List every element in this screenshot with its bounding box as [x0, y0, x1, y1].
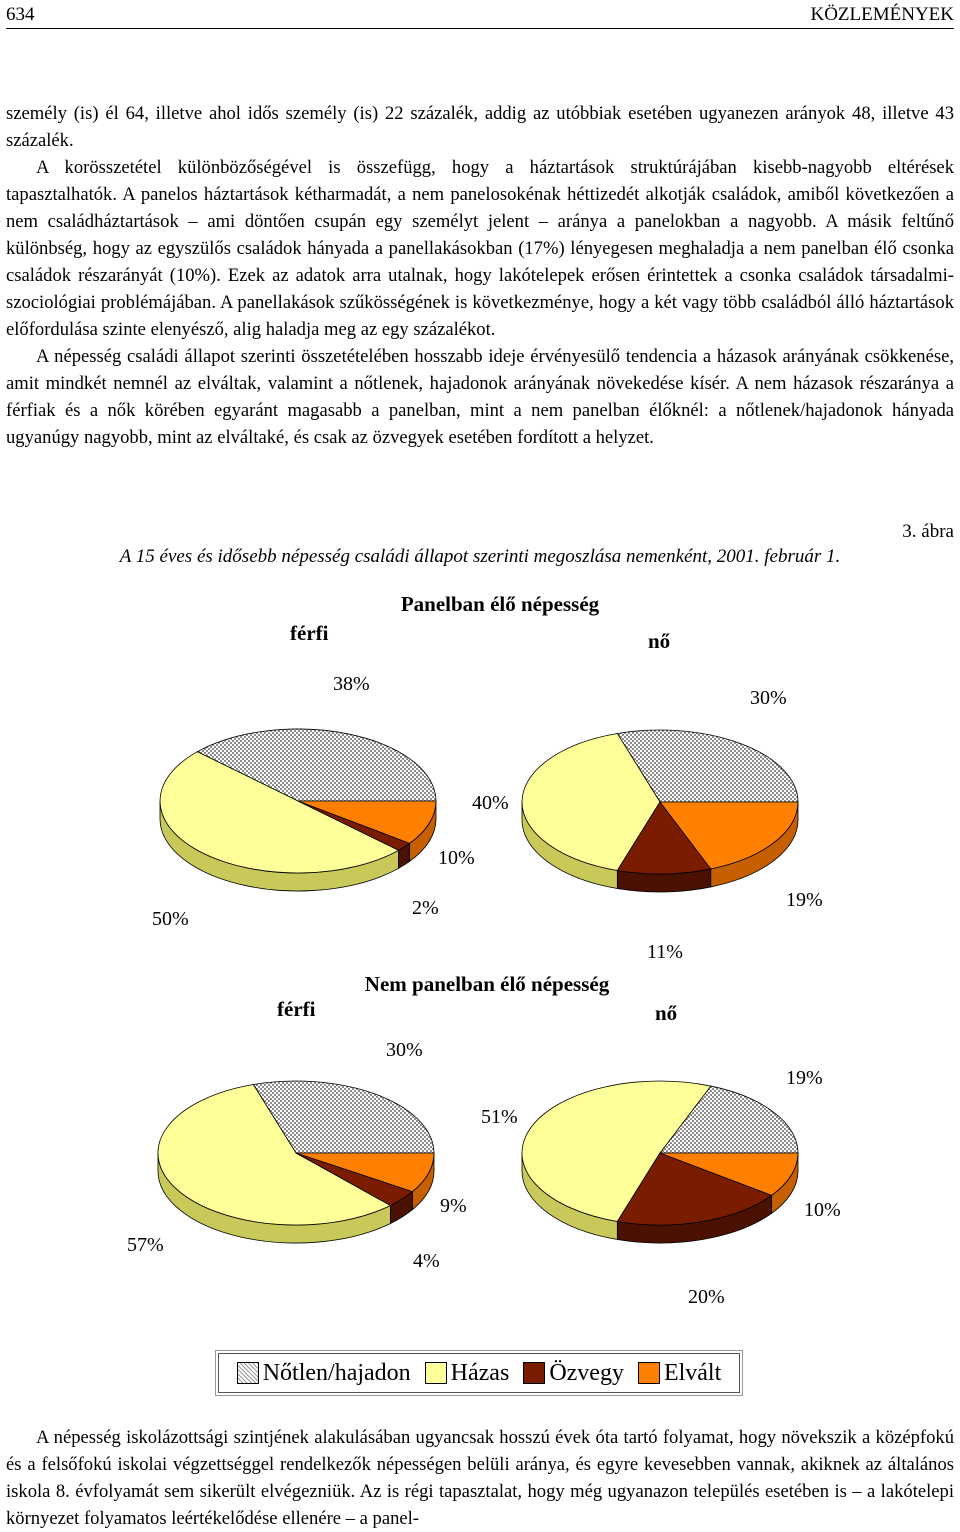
data-label: 50%: [152, 908, 189, 930]
legend-item: [523, 1360, 624, 1387]
legend-swatch: [638, 1362, 660, 1384]
data-label: 10%: [804, 1199, 841, 1221]
chart-legend: [218, 1353, 740, 1393]
chart-title-nonpanel: Nem panelban élő népesség: [364, 972, 610, 996]
subtitle-no-nonpanel: nő: [655, 1001, 678, 1025]
legend-swatch: [523, 1362, 545, 1384]
data-label: 11%: [647, 941, 683, 963]
legend-label: Nőtlen/hajadon: [262, 1359, 411, 1386]
data-label: 57%: [127, 1234, 164, 1256]
legend-label: Elvált: [663, 1359, 722, 1386]
data-label: 9%: [440, 1195, 467, 1217]
figure-number: 3. ábra: [902, 521, 954, 542]
subtitle-no-panel: nő: [648, 629, 671, 653]
paragraph: A korösszetétel különbözőségével is összefügg, hogy a háztartások struktúrájában kisebb-nagyobb eltérések tapasztalhatók. A panelos háztartások kétharmadát, a nem panelosokénak héttizedét alkotják családok, amiből következően a nem családháztartások – ami döntően csupán egy személyt jelent – aránya a panelokban a nagyobb. A másik feltűnő különbség, hogy az egyszülős családok hányada a panellakásokban (17%) lényegesen meghaladja a nem panelban élő csonka családok részarányát (10%). Ezek az adatok arra utalnak, hogy lakótelepek erősen érintettek a csonka családok társadalmi-szociológiai problémájában. A panellakások szűkösségének is következménye, hogy a két vagy több családból álló háztartások előfordulása szinte elenyésző, alig haladja meg az egy százalékot.: [6, 157, 954, 340]
data-label: 2%: [412, 897, 439, 919]
chart-title-panel: Panelban élő népesség: [400, 592, 600, 616]
subtitle-ferfi-nonpanel: férfi: [277, 997, 316, 1021]
body-text-bottom: [6, 1424, 954, 1532]
data-label: 19%: [786, 1067, 823, 1089]
subtitle-ferfi-panel: férfi: [290, 621, 329, 645]
data-label: 38%: [333, 673, 370, 695]
pie-chart: [522, 730, 798, 892]
paragraph: A népesség iskolázottsági szintjének alakulásában ugyancsak hosszú évek óta tartó folyamat, hogy növekszik a középfokú és a felsőfokú iskolai végzettséggel rendelkezők népességen belüli aránya, és egyre kevesebben vannak, akiknek az általános iskola 8. évfolyamát sem sikerült elvégezniük. Az is régi tapasztalat, hogy még ugyanazon település esetében is – a lakótelepi környezet folyamatos leértékelődése ellenére – a panel-: [6, 1427, 954, 1529]
legend-item: [638, 1360, 721, 1387]
pie-chart: [160, 729, 436, 891]
data-label: 30%: [750, 687, 787, 709]
data-label: 19%: [786, 889, 823, 911]
data-label: 40%: [472, 792, 509, 814]
pie-chart: [158, 1081, 434, 1243]
figure-caption: A 15 éves és idősebb népesség családi állapot szerinti megoszlása nemenként, 2001. február 1.: [119, 546, 841, 567]
legend-swatch: [237, 1362, 259, 1384]
data-label: 20%: [688, 1286, 725, 1308]
legend-item: [237, 1360, 411, 1387]
legend-label: Házas: [450, 1359, 510, 1386]
data-label: 4%: [413, 1250, 440, 1272]
page-number: 634: [6, 4, 35, 25]
legend-item: [425, 1360, 510, 1387]
legend-swatch: [425, 1362, 447, 1384]
data-label: 51%: [481, 1106, 518, 1128]
running-title: KÖZLEMÉNYEK: [810, 4, 954, 25]
paragraph: személy (is) él 64, illetve ahol idős személy (is) 22 százalék, addig az utóbbiak esetében ugyanezen arányok 48, illetve 43 százalék.: [6, 103, 954, 151]
paragraph: A népesség családi állapot szerinti összetételében hosszabb ideje érvényesülő tendencia a házasok arányának csökkenése, amit mindkét nemnél az elváltak, valamint a nőtlenek, hajadonok arányának növekedése kísér. A nem házasok részaránya a férfiak és a nők körében egyaránt magasabb a panelban, mint a nem panelban élőknél: a nőtlenek/hajadonok hányada ugyanúgy nagyobb, mint az elváltaké, és csak az özvegyek esetében fordított a helyzet.: [6, 346, 954, 448]
data-label: 10%: [438, 847, 475, 869]
pie-chart: [522, 1081, 798, 1243]
legend-label: Özvegy: [549, 1359, 624, 1386]
data-label: 30%: [386, 1039, 423, 1061]
